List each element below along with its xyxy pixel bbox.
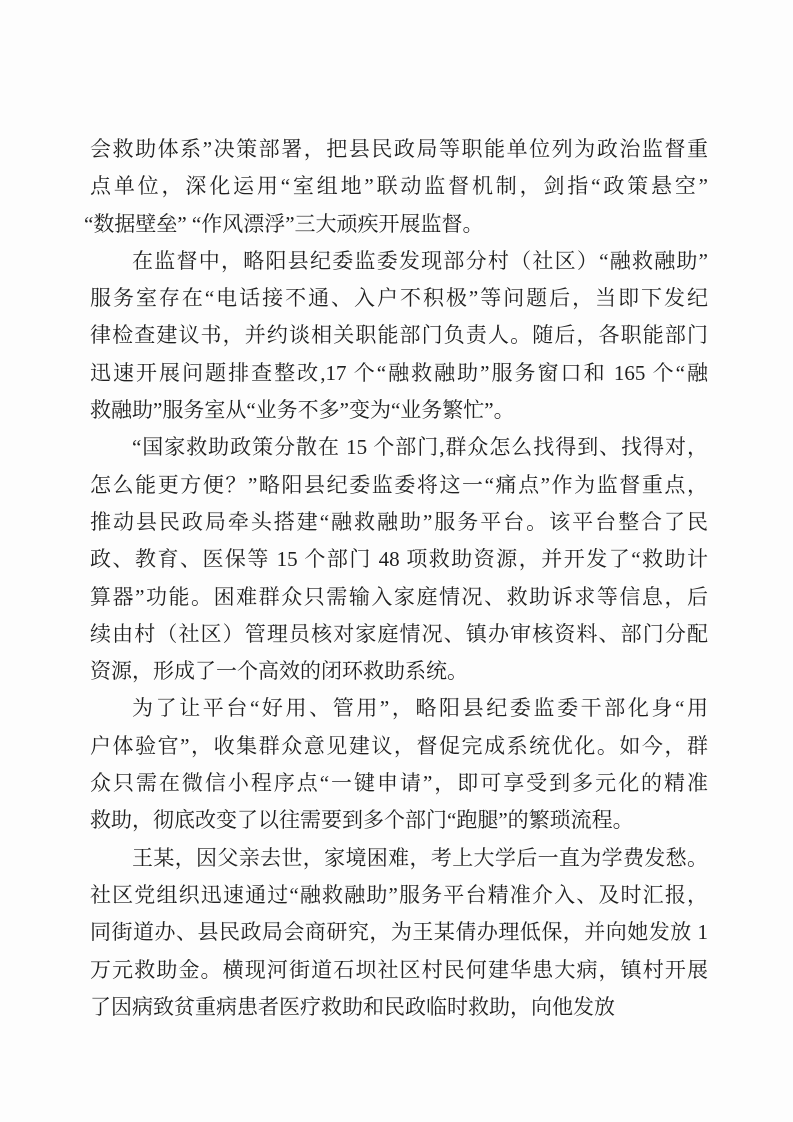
text-line: 推动县民政局牵头搭建“融救融助”服务平台。该平台整合了民 <box>90 509 708 534</box>
text-line: 点单位，深化运用“室组地”联动监督机制，剑指“政策悬空” <box>90 174 708 199</box>
text-line: 服务室存在“电话接不通、入户不积极”等问题后，当即下发纪 <box>90 286 708 311</box>
text-line: 怎么能更方便？”略阳县纪委监委将这一“痛点”作为监督重点， <box>90 472 708 497</box>
text-line: 王某，因父亲去世，家境困难，考上大学后一直为学费发愁。 <box>132 845 708 870</box>
text-line: “国家救助政策分散在 15 个部门,群众怎么找得到、找得对， <box>132 435 708 460</box>
text-line: 救助，彻底改变了以往需要到多个部门“跑腿”的繁琐流程。 <box>90 808 634 833</box>
text-line: “数据壁垒” “作风漂浮”三大顽疾开展监督。 <box>84 211 484 236</box>
text-line: 会救助体系”决策部署，把县民政局等职能单位列为政治监督重 <box>90 137 708 161</box>
text-line: 政、教育、医保等 15 个部门 48 项救助资源，并开发了“救助计 <box>90 547 708 572</box>
text-line: 了因病致贫重病患者医疗救助和民政临时救助，向他发放 <box>90 994 615 1019</box>
text-line: 户体验官”，收集群众意见建议，督促完成系统优化。如今，群 <box>90 733 708 758</box>
text-line: 救融助”服务室从“业务不多”变为“业务繁忙”。 <box>90 398 515 423</box>
text-line: 同街道办、县民政局会商研究，为王某倩办理低保，并向她发放 1 <box>90 920 708 945</box>
text-line: 续由村（社区）管理员核对家庭情况、镇办审核资料、部门分配 <box>90 621 708 646</box>
text-line: 社区党组织迅速通过“融救融助”服务平台精准介入、及时汇报， <box>90 882 708 907</box>
text-line: 律检查建议书，并约谈相关职能部门负责人。随后，各职能部门 <box>90 323 708 348</box>
text-line: 资源，形成了一个高效的闭环救助系统。 <box>90 659 468 684</box>
text-line: 迅速开展问题排查整改,17 个“融救融助”服务窗口和 165 个“融 <box>90 360 708 385</box>
text-line: 为了让平台“好用、管用”，略阳县纪委监委干部化身“用 <box>132 696 708 721</box>
text-line: 在监督中，略阳县纪委监委发现部分村（社区）“融救融助” <box>132 248 708 273</box>
text-line: 众只需在微信小程序点“一键申请”，即可享受到多元化的精准 <box>90 771 708 796</box>
document-text-block <box>84 131 708 1026</box>
text-line: 万元救助金。横现河街道石坝社区村民何建华患大病，镇村开展 <box>90 957 708 982</box>
text-line: 算器”功能。困难群众只需输入家庭情况、救助诉求等信息，后 <box>90 584 708 609</box>
